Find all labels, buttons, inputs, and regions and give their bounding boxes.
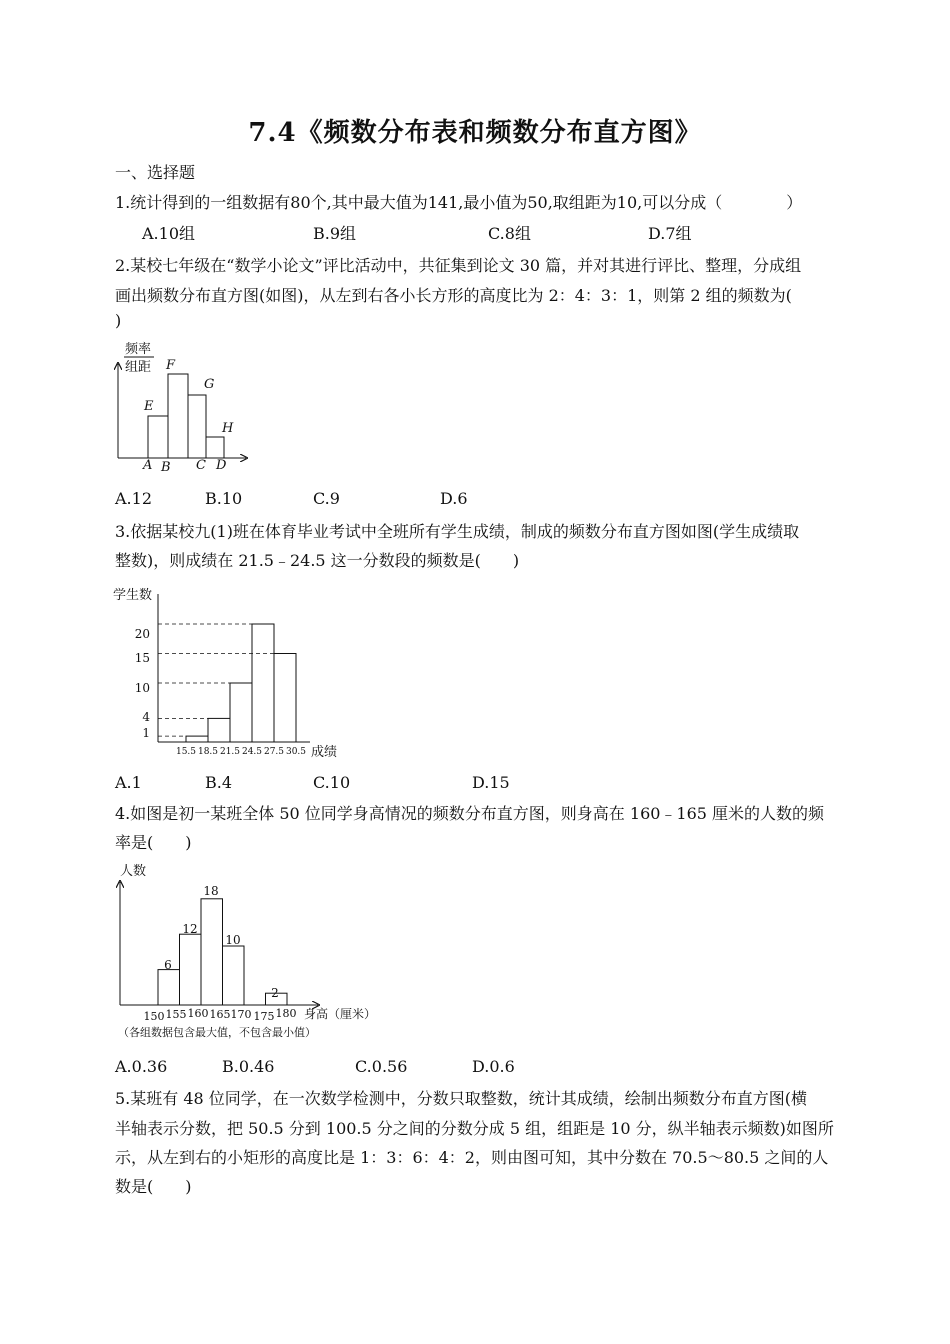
q4-line-2: 率是( )	[115, 833, 192, 852]
q4-option-c: C.0.56	[355, 1057, 408, 1076]
q3-bar	[230, 683, 252, 742]
q4-x-tick-165: 165	[209, 1008, 231, 1021]
q4-x-tick-160: 160	[187, 1007, 209, 1020]
q4-bar	[180, 934, 202, 1005]
section-heading: 一、选择题	[115, 163, 196, 182]
q2-ylabel-top: 频率	[125, 342, 152, 357]
q3-x-tick-24-5: 24.5	[241, 747, 263, 757]
q4-value-label-10: 10	[225, 933, 241, 947]
q1-option-d: D.7组	[648, 224, 692, 243]
q3-line-1: 3.依据某校九(1)班在体育毕业考试中全班所有学生成绩，制成的频数分布直方图如图(学生成绩取	[115, 522, 800, 541]
q3-x-tick-21-5: 21.5	[219, 747, 241, 757]
q3-option-d: D.15	[472, 773, 510, 792]
q2-x-label-d: D	[216, 458, 227, 473]
q1-option-a: A.10组	[142, 224, 196, 243]
q3-x-tick-27-5: 27.5	[263, 747, 285, 757]
q3-y-tick-15: 15	[134, 651, 150, 665]
q4-bar	[223, 946, 245, 1005]
q2-ylabel-bottom: 组距	[125, 360, 152, 375]
q4-note: （各组数据包含最大值，不包含最小值）	[118, 1026, 316, 1039]
q2-x-label-b: B	[161, 460, 171, 475]
q4-option-a: A.0.36	[115, 1057, 168, 1076]
q4-value-label-6: 6	[164, 958, 172, 972]
q2-bar-label-f: F	[166, 358, 176, 373]
q2-line-3: )	[115, 311, 122, 330]
q2-bar	[148, 416, 168, 458]
q3-y-tick-10: 10	[134, 681, 150, 695]
page-title: 7.4《频数分布表和频数分布直方图》	[248, 118, 702, 148]
q2-bar-label-h: H	[222, 421, 234, 436]
q3-y-tick-1: 1	[142, 726, 150, 740]
q3-bar	[274, 654, 296, 743]
q4-value-label-12: 12	[182, 922, 198, 936]
q3-x-tick-30-5: 30.5	[285, 747, 307, 757]
q4-x-tick-155: 155	[165, 1008, 187, 1021]
q5-line-2: 半轴表示分数，把 50.5 分到 100.5 分之间的分数分成 5 组，组距是 10 分，纵半轴表示频数)如图所	[115, 1119, 834, 1138]
q4-x-tick-150: 150	[143, 1010, 165, 1023]
q2-x-label-a: A	[143, 458, 153, 473]
q2-option-b: B.10	[205, 489, 243, 508]
q4-xlabel: 身高（厘米）	[304, 1007, 377, 1021]
q3-x-tick-18-5: 18.5	[197, 747, 219, 757]
q4-option-d: D.0.6	[472, 1057, 515, 1076]
q2-bar	[206, 437, 224, 458]
q3-y-tick-20: 20	[134, 627, 150, 641]
q4-x-tick-180: 180	[275, 1007, 297, 1020]
q2-option-a: A.12	[115, 489, 152, 508]
q2-x-label-c: C	[196, 458, 206, 473]
q2-bar	[188, 395, 206, 458]
q5-line-1: 5.某班有 48 位同学，在一次数学检测中，分数只取整数，统计其成绩，绘制出频数分布直方图(横	[115, 1089, 808, 1108]
q3-x-tick-15-5: 15.5	[175, 747, 197, 757]
q4-value-label-2: 2	[271, 986, 279, 1000]
q1-option-c: C.8组	[488, 224, 531, 243]
q2-bar-label-e: E	[144, 399, 154, 414]
q4-x-tick-170: 170	[230, 1008, 252, 1021]
q2-line-2: 画出频数分布直方图(如图)，从左到右各小长方形的高度比为 2：4：3：1，则第 2 组的频数为(	[115, 286, 792, 305]
q1-text: 1.统计得到的一组数据有80个,其中最大值为141,最小值为50,取组距为10,可以分成（ ）	[115, 193, 803, 212]
q1-option-b: B.9组	[313, 224, 357, 243]
q4-ylabel: 人数	[120, 864, 147, 879]
q2-line-1: 2.某校七年级在“数学小论文”评比活动中，共征集到论文 30 篇，并对其进行评比、整理，分成组	[115, 256, 802, 275]
q3-option-b: B.4	[205, 773, 233, 792]
q4-bar	[158, 970, 180, 1005]
q2-option-c: C.9	[313, 489, 340, 508]
q4-option-b: B.0.46	[222, 1057, 275, 1076]
q4-value-label-18: 18	[203, 884, 219, 898]
q3-bar	[252, 624, 274, 742]
q3-bar	[186, 736, 208, 742]
q2-bar	[168, 374, 188, 458]
q4-line-1: 4.如图是初一某班全体 50 位同学身高情况的频数分布直方图，则身高在 160﹣165 厘米的人数的频	[115, 804, 825, 823]
q2-histogram	[110, 338, 260, 478]
q3-bar	[208, 718, 230, 742]
q5-line-4: 数是( )	[115, 1177, 192, 1196]
q3-option-c: C.10	[313, 773, 351, 792]
q3-line-2: 整数)，则成绩在 21.5﹣24.5 这一分数段的频数是( )	[115, 551, 520, 570]
q2-bar-label-g: G	[204, 377, 215, 392]
q3-y-tick-4: 4	[142, 710, 150, 724]
q5-line-3: 示，从左到右的小矩形的高度比是 1：3：6：4：2，则由图可知，其中分数在 70.5～80.5 之间的人	[115, 1148, 829, 1167]
q3-xlabel: 成绩	[311, 745, 338, 760]
q3-histogram	[108, 582, 348, 764]
q4-bar	[201, 899, 223, 1005]
q3-option-a: A.1	[115, 773, 142, 792]
q4-histogram	[110, 860, 400, 1042]
q2-option-d: D.6	[440, 489, 468, 508]
q4-x-tick-175: 175	[253, 1010, 275, 1023]
q3-ylabel: 学生数	[113, 588, 153, 603]
